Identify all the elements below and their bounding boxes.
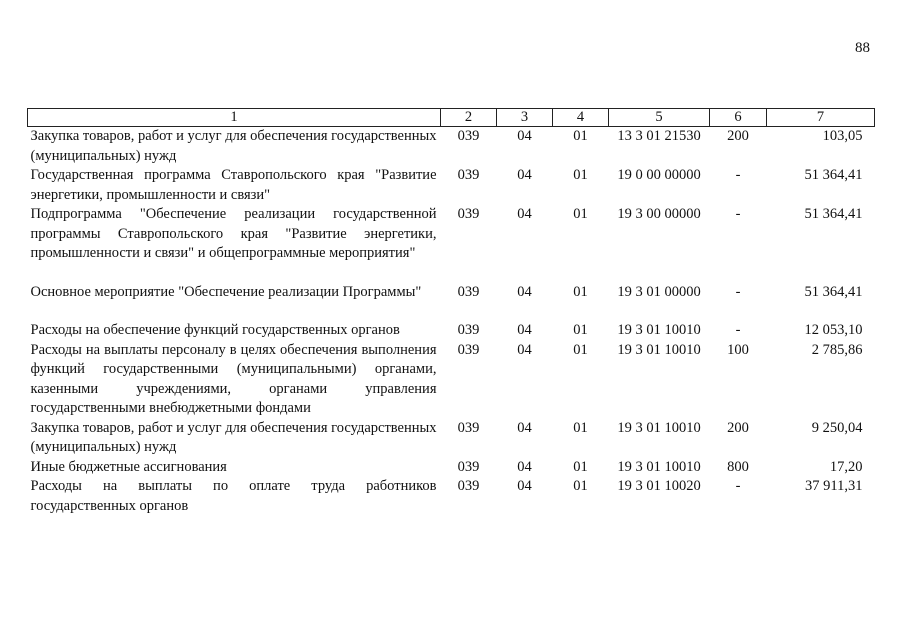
row-amount: 51 364,41 xyxy=(804,167,863,183)
row-ministry-code: 039 xyxy=(457,322,480,338)
row-expense-type: - xyxy=(735,167,741,183)
row-amount: 17,20 xyxy=(829,458,863,475)
row-target-code: 19 3 01 10010 xyxy=(617,458,701,475)
row-target-code: 13 3 01 21530 xyxy=(617,128,701,144)
header-col-7: 7 xyxy=(767,109,875,127)
row-ministry-code: 039 xyxy=(457,167,480,183)
row-subsection-code: 01 xyxy=(573,128,588,144)
row-section-code: 04 xyxy=(517,458,532,475)
row-ministry-code: 039 xyxy=(457,458,480,475)
row-target-code: 19 3 00 00000 xyxy=(617,206,701,222)
row-subsection-code: 01 xyxy=(573,341,588,358)
row-expense-type: - xyxy=(735,322,741,338)
row-target-code: 19 3 01 10010 xyxy=(617,341,701,358)
row-subsection-code: 01 xyxy=(573,419,588,436)
row-amount: 51 364,41 xyxy=(804,283,863,300)
table-row xyxy=(28,341,875,419)
row-expense-type: 100 xyxy=(727,341,749,358)
row-section-code: 04 xyxy=(517,419,532,436)
row-name: Государственная программа Ставропольского края "Развитие энергетики, промышленности и связи" xyxy=(30,167,437,203)
row-name: Подпрограмма "Обеспечение реализации государственной программы Ставропольского края "Развитие энергетики, промышленности и связи" и общепрограммные мероприятия" xyxy=(30,206,437,261)
row-name: Расходы на выплаты по оплате труда работников государственных органов xyxy=(30,478,437,514)
header-row xyxy=(28,109,875,127)
header-col-6: 6 xyxy=(710,109,767,127)
row-amount: 103,05 xyxy=(822,128,863,144)
row-subsection-code: 01 xyxy=(573,322,588,338)
budget-table xyxy=(27,108,875,516)
row-target-code: 19 0 00 00000 xyxy=(617,167,701,183)
row-section-code: 04 xyxy=(517,167,532,183)
row-amount: 2 785,86 xyxy=(811,341,863,358)
row-target-code: 19 3 01 00000 xyxy=(617,283,701,300)
table-row xyxy=(28,205,875,283)
table-row xyxy=(28,166,875,205)
row-section-code: 04 xyxy=(517,322,532,338)
row-expense-type: 800 xyxy=(727,458,749,475)
table-row xyxy=(28,321,875,341)
header-col-2: 2 xyxy=(441,109,497,127)
row-section-code: 04 xyxy=(517,283,532,300)
row-expense-type: - xyxy=(735,283,741,300)
row-section-code: 04 xyxy=(517,478,532,494)
table-row xyxy=(28,477,875,516)
row-name: Расходы на обеспечение функций государственных органов xyxy=(30,322,400,338)
row-ministry-code: 039 xyxy=(457,478,480,494)
row-section-code: 04 xyxy=(517,341,532,358)
row-subsection-code: 01 xyxy=(573,206,588,222)
row-section-code: 04 xyxy=(517,128,532,144)
row-target-code: 19 3 01 10020 xyxy=(617,478,701,494)
row-subsection-code: 01 xyxy=(573,478,588,494)
row-target-code: 19 3 01 10010 xyxy=(617,419,701,436)
row-ministry-code: 039 xyxy=(457,206,480,222)
row-amount: 12 053,10 xyxy=(804,322,863,338)
row-ministry-code: 039 xyxy=(457,341,480,358)
header-col-3: 3 xyxy=(497,109,553,127)
row-amount: 9 250,04 xyxy=(811,419,863,436)
row-subsection-code: 01 xyxy=(573,167,588,183)
row-target-code: 19 3 01 10010 xyxy=(617,322,701,338)
page-number: 88 xyxy=(855,40,870,56)
row-name: Закупка товаров, работ и услуг для обеспечения государственных (муниципальных) нужд xyxy=(30,128,437,164)
table-header xyxy=(28,109,875,127)
row-name: Основное мероприятие "Обеспечение реализации Программы" xyxy=(30,283,422,300)
row-name: Расходы на выплаты персоналу в целях обеспечения выполнения функций государственными (муниципальными) органами, казенными учреждениями, органами управления государственными внебюджетными фондами xyxy=(30,341,437,416)
row-subsection-code: 01 xyxy=(573,283,588,300)
row-expense-type: 200 xyxy=(727,128,749,144)
table-row xyxy=(28,458,875,478)
row-subsection-code: 01 xyxy=(573,458,588,475)
row-ministry-code: 039 xyxy=(457,419,480,436)
header-col-4: 4 xyxy=(553,109,609,127)
header-col-1: 1 xyxy=(28,109,441,127)
table-row xyxy=(28,127,875,167)
row-amount: 37 911,31 xyxy=(805,478,863,494)
table-body xyxy=(28,127,875,517)
table-row xyxy=(28,283,875,322)
table-row xyxy=(28,419,875,458)
header-col-5: 5 xyxy=(609,109,710,127)
row-expense-type: - xyxy=(735,478,741,494)
row-name: Иные бюджетные ассигнования xyxy=(30,458,227,475)
row-expense-type: 200 xyxy=(727,419,749,436)
row-ministry-code: 039 xyxy=(457,128,480,144)
row-ministry-code: 039 xyxy=(457,283,480,300)
row-name: Закупка товаров, работ и услуг для обеспечения государственных (муниципальных) нужд xyxy=(30,419,437,455)
row-section-code: 04 xyxy=(517,206,532,222)
row-amount: 51 364,41 xyxy=(804,206,863,222)
row-expense-type: - xyxy=(735,206,741,222)
